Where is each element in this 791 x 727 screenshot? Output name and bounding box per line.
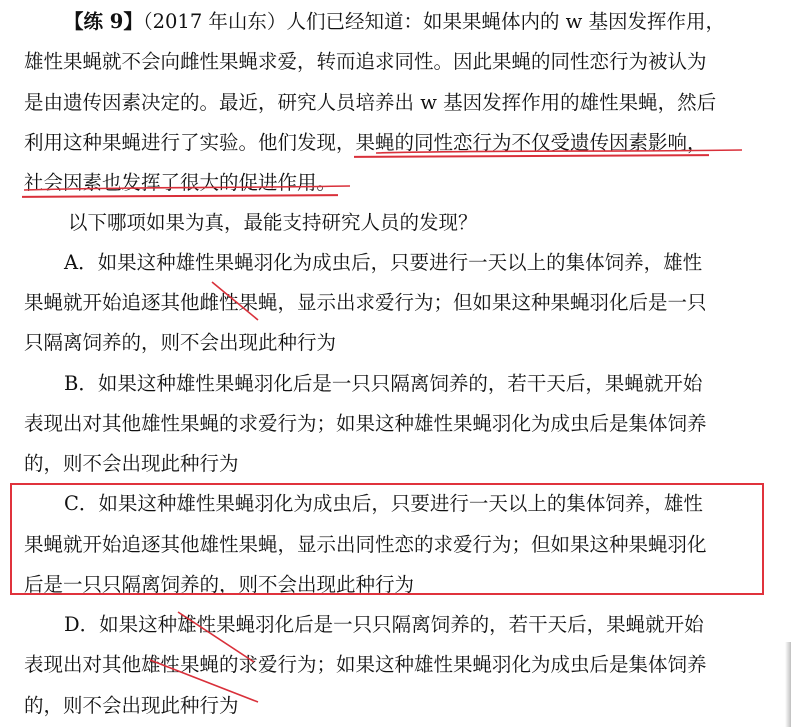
option-b-line-1: B．如果这种雄性果蝇羽化后是一只只隔离饲养的，若干天后，果蝇就开始: [64, 372, 703, 395]
passage-line-4: [0, 123, 791, 163]
option-b-line-2: 表现出对其他雄性果蝇的求爱行为；如果这种雄性果蝇羽化为成虫后是集体饲养: [24, 412, 707, 435]
exercise-tag: 【练 9】: [64, 10, 143, 33]
option-a-line-1: A．如果这种雄性果蝇羽化为成虫后，只要进行一天以上的集体饲养，雄性: [64, 251, 703, 274]
option-d-line-3: 的，则不会出现此种行为: [24, 694, 239, 717]
question-stem: 以下哪项如果为真，最能支持研究人员的发现？: [68, 211, 478, 234]
option-c-line-2: 果蝇就开始追逐其他雄性果蝇，显示出同性恋的求爱行为；但如果这种果蝇羽化: [24, 533, 707, 556]
passage-line-1: [0, 2, 791, 42]
option-b-line-3: 的，则不会出现此种行为: [24, 452, 239, 475]
underlined-finding: 果蝇的同性恋行为不仅受遗传因素影响，: [356, 123, 707, 163]
option-a-line-2: 果蝇就开始追逐其他雌性果蝇，显示出求爱行为；但如果这种果蝇羽化后是一只: [24, 291, 707, 314]
underlined-finding: 社会因素也发挥了很大的促进作用。: [24, 163, 336, 203]
option-d-line-1: D．如果这种雄性果蝇羽化后是一只只隔离饲养的，若干天后，果蝇就开始: [64, 613, 704, 636]
passage-line-3: 是由遗传因素决定的。最近，研究人员培养出 w 基因发挥作用的雄性果蝇，然后: [24, 91, 717, 114]
option-c-line-1: C．如果这种雄性果蝇羽化为成虫后，只要进行一天以上的集体饲养，雄性: [64, 492, 703, 515]
option-a-line-3: 只隔离饲养的，则不会出现此种行为: [24, 331, 337, 354]
answer-highlight-box: [10, 483, 764, 595]
passage-line-5: [0, 163, 791, 203]
option-d-line-2: 表现出对其他雄性果蝇的求爱行为；如果这种雄性果蝇羽化为成虫后是集体饲养: [24, 653, 707, 676]
passage-text: 利用这种果蝇进行了实验。他们发现，: [24, 131, 356, 154]
passage-text: 人们已经知道：如果果蝇体内的 w 基因发挥作用，: [286, 10, 726, 33]
option-c-line-3: 后是一只只隔离饲养的，则不会出现此种行为: [24, 573, 415, 596]
exercise-source: （2017 年山东）: [142, 10, 287, 33]
passage-line-2: 雄性果蝇就不会向雌性果蝇求爱，转而追求同性。因此果蝇的同性恋行为被认为: [24, 50, 707, 73]
page-edge: [785, 642, 791, 727]
